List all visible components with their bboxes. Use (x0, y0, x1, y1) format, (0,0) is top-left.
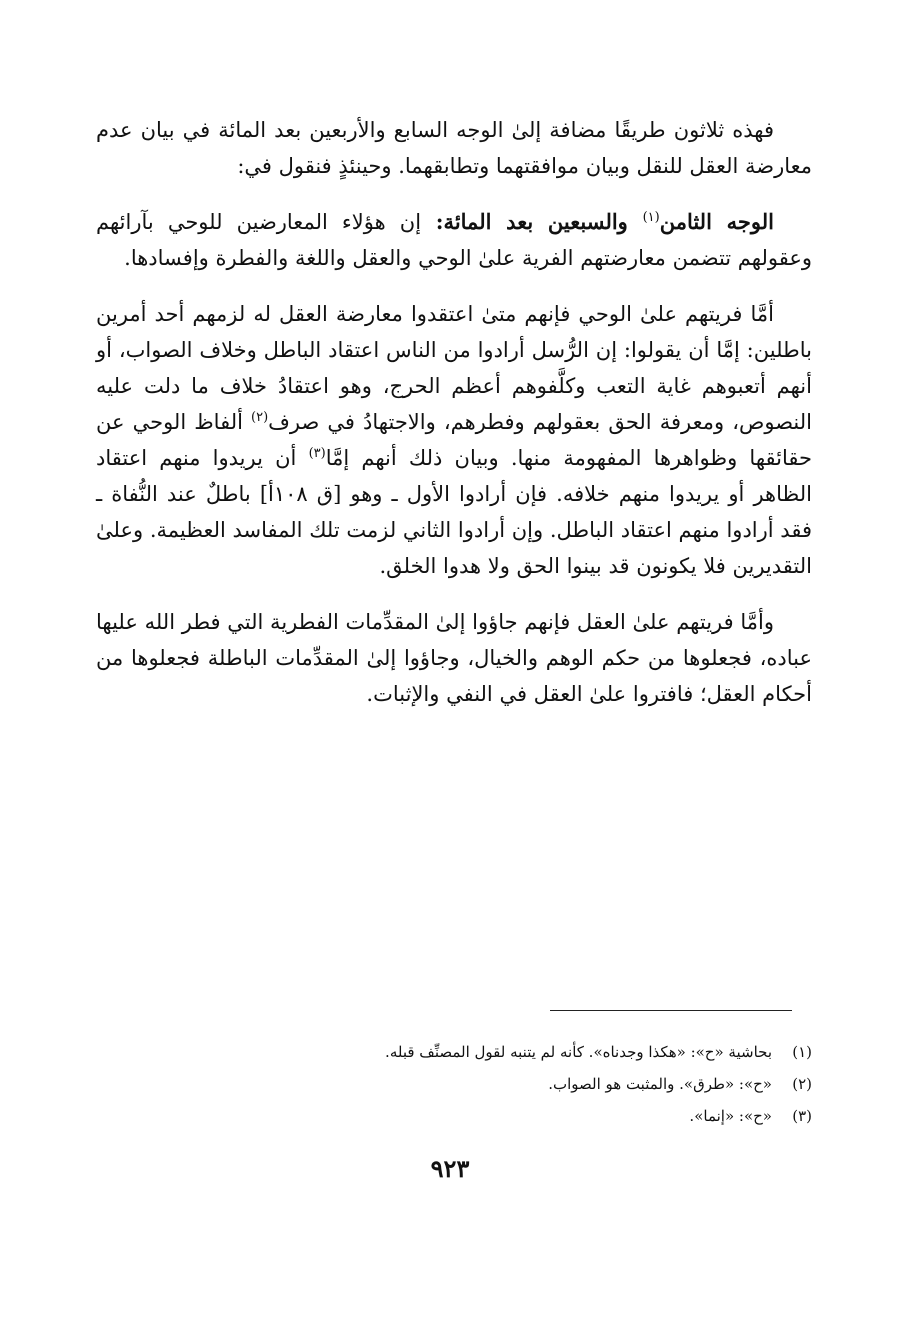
footnote-3 (96, 1100, 812, 1132)
footnote-number: (٣) (792, 1107, 812, 1125)
paragraph-3 (96, 296, 812, 584)
paragraph-1: فهذه ثلاثون طريقًا مضافة إلىٰ الوجه السابع والأربعين بعد المائة في بيان عدم معارضة العقل للنقل وبيان موافقتهما وتطابقهما. وحينئذٍ فنقول في: (96, 118, 812, 178)
paragraph-2 (96, 204, 812, 276)
footnote-ref-2: (٢) (251, 410, 269, 425)
paragraph-3-part2: ألفاظ الوحي عن حقائقها وظواهرها المفهومة منها. وبيان ذلك أنهم إمَّا (96, 410, 812, 470)
section-heading-rest: والسبعين بعد المائة: (421, 209, 643, 234)
footnote-1 (96, 1036, 812, 1068)
page-number: ٩٢٣ (430, 1154, 470, 1183)
footnote-number: (٢) (792, 1075, 812, 1093)
footnote-text: بحاشية «ح»: «هكذا وجدناه». كأنه لم يتنبه لقول المصنِّف قبله. (385, 1043, 772, 1061)
footnote-text: «ح»: «طرق». والمثبت هو الصواب. (548, 1075, 772, 1093)
footnote-number: (١) (792, 1043, 812, 1061)
footnote-text: «ح»: «إنما». (689, 1107, 772, 1125)
paragraph-3-part3: أن يريدوا منهم اعتقاد الظاهر أو يريدوا منهم خلافه. فإن أرادوا الأول ـ وهو [ق ١٠٨أ] باطلٌ عند النُّفاة ـ فقد أرادوا منهم اعتقاد الباطل. وإن أرادوا الثاني لزمت تلك المفاسد العظيمة. وعلىٰ التقديرين فلا يكونون قد بينوا الحق ولا هدوا الخلق. (96, 446, 812, 578)
footnote-2 (96, 1068, 812, 1100)
footnotes (96, 1036, 812, 1132)
section-heading: الوجه الثامن (659, 209, 774, 234)
main-text (96, 112, 812, 732)
footnote-separator (550, 1010, 792, 1011)
footnote-ref-1: (١) (642, 210, 660, 225)
footnote-ref-3: (٣) (308, 446, 326, 461)
paragraph-3-part1: أمَّا فريتهم علىٰ الوحي فإنهم متىٰ اعتقدوا معارضة العقل له لزمهم أحد أمرين باطلين: إمَّا أن يقولوا: إن الرُّسل أرادوا من الناس اعتقاد الباطل وخلاف الصواب، أو أنهم أتعبوهم غاية التعب وكلَّفوهم أعظم الحرج، وهو اعتقادُ خلاف ما دلت عليه النصوص، ومعرفة الحق بعقولهم وفطرهم، والاجتهادُ في صرف (96, 302, 812, 434)
paragraph-2-body: إن هؤلاء المعارضين للوحي بآرائهم وعقولهم تتضمن معارضتهم الفرية علىٰ الوحي والعقل واللغة والفطرة وإفسادها. (96, 210, 812, 270)
paragraph-4: وأمَّا فريتهم علىٰ العقل فإنهم جاؤوا إلىٰ المقدِّمات الفطرية التي فطر الله عليها عباده، فجعلوها من حكم الوهم والخيال، وجاؤوا إلىٰ المقدِّمات الباطلة فجعلوها من أحكام العقل؛ فافتروا علىٰ العقل في النفي والإثبات. (96, 610, 812, 706)
